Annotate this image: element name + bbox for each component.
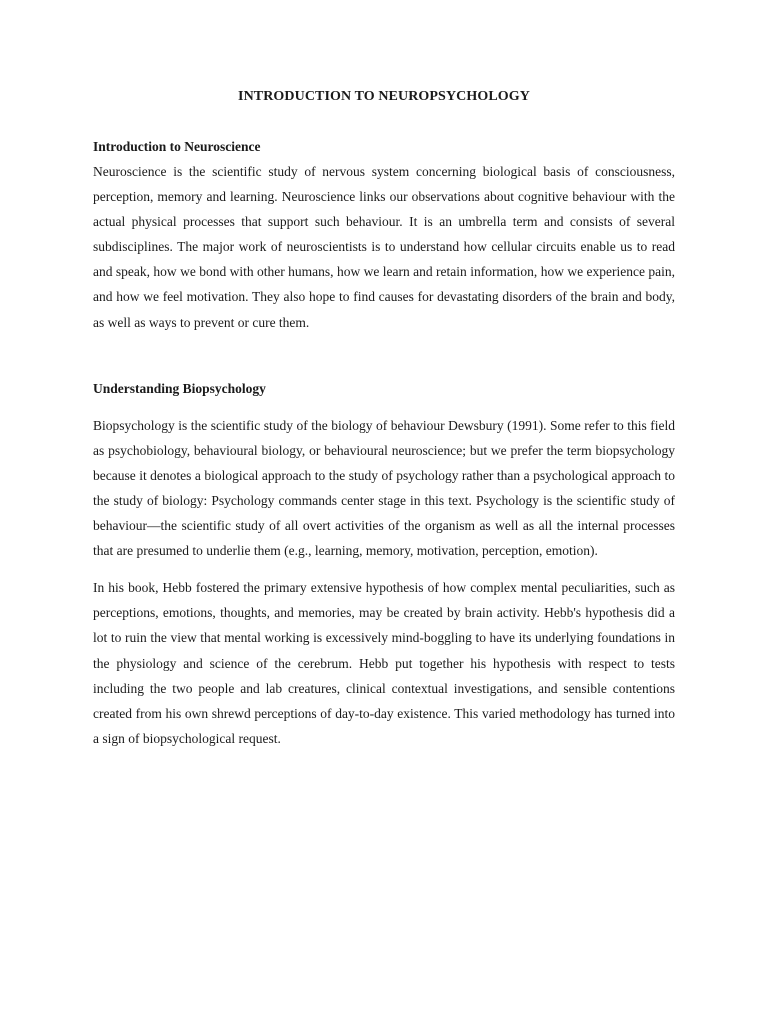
document-page <box>93 84 675 751</box>
paragraph-neuroscience: Neuroscience is the scientific study of nervous system concerning biological basis of consciousness, perception, memory and learning. Neuroscience links our observations about cognitive behaviour with the actual physical processes that support such behaviour. It is an umbrella term and consists of several subdisciplines. The major work of neuroscientists is to understand how cellular circuits enable us to read and speak, how we bond with other humans, how we learn and retain information, how we experience pain, and how we feel motivation. They also hope to find causes for devastating disorders of the brain and body, as well as ways to prevent or cure them. <box>93 164 675 330</box>
paragraph-hebb-hypothesis: In his book, Hebb fostered the primary extensive hypothesis of how complex mental peculiarities, such as perceptions, emotions, thoughts, and memories, may be created by brain activity. Hebb's hypothesis did a lot to ruin the view that mental working is excessively mind-boggling to have its underlying foundations in the physiology and science of the cerebrum. Hebb put together his hypothesis with respect to tests including the two people and lab creatures, clinical contextual investigations, and sensible contentions created from his own shrewd perceptions of day-to-day existence. This varied methodology has turned into a sign of biopsychological request. <box>93 580 675 746</box>
section-heading-biopsychology: Understanding Biopsychology <box>93 380 266 396</box>
section-heading-neuroscience: Introduction to Neuroscience <box>93 139 261 154</box>
document-title: INTRODUCTION TO NEUROPSYCHOLOGY <box>238 89 530 104</box>
paragraph-biopsychology-definition: Biopsychology is the scientific study of the biology of behaviour Dewsbury (1991). Some refer to this field as psychobiology, behavioural biology, or behavioural neuroscience; but we prefer the term biopsychology because it denotes a biological approach to the study of psychology rather than a psychological approach to the study of biology: Psychology commands center stage in this text. Psychology is the scientific study of behaviour—the scientific study of all overt activities of the organism as well as all the internal processes that are presumed to underlie them (e.g., learning, memory, motivation, perception, emotion). <box>93 417 675 559</box>
